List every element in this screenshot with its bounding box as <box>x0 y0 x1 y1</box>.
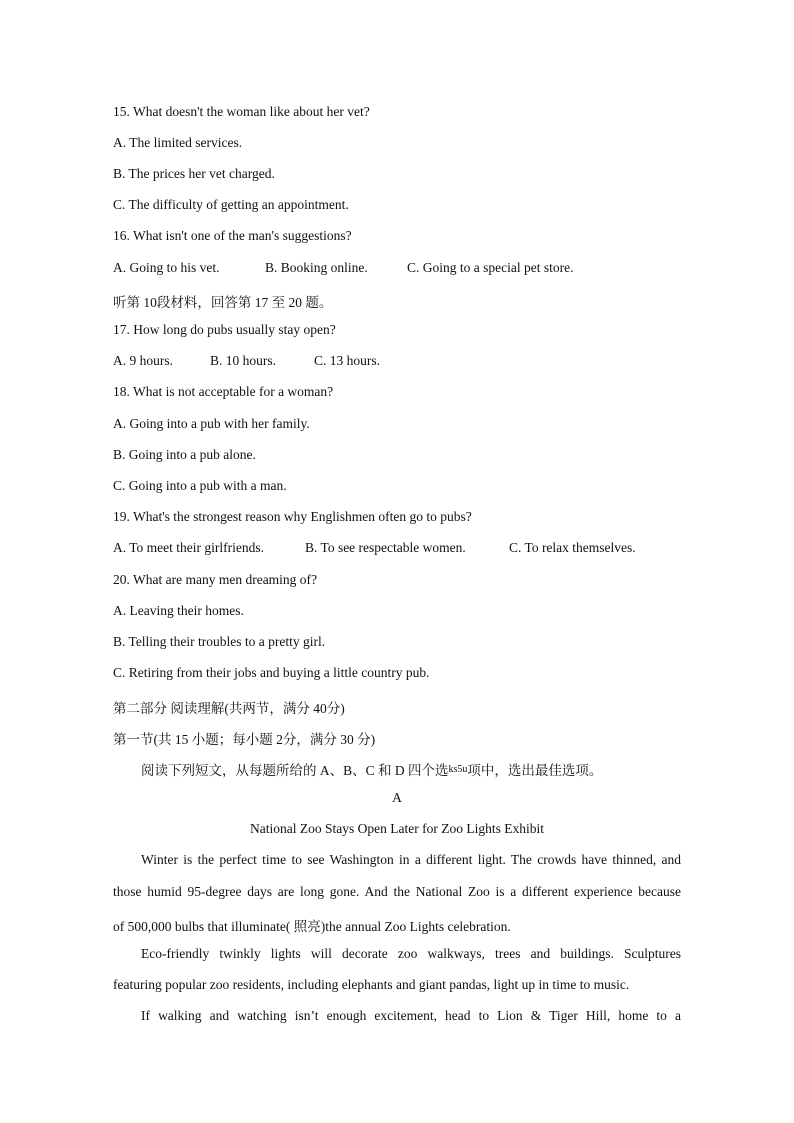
instruction-text-start: 阅读下列短文，从每题所给的 A、B、C 和 D 四个选 <box>141 763 449 778</box>
question-19-option-a: A. To meet their girlfriends. <box>113 540 265 555</box>
paragraph-1-line-2: those humid 95-degree days are long gone. And the National Zoo is a different experience because <box>113 884 681 899</box>
question-15-option-c: C. The difficulty of getting an appointment. <box>113 197 349 212</box>
question-18-option-b: B. Going into a pub alone. <box>113 447 256 462</box>
passage-title: National Zoo Stays Open Later for Zoo Lights Exhibit <box>250 821 544 836</box>
paragraph-1-line-3: of 500,000 bulbs that illuminate( 照亮)the annual Zoo Lights celebration. <box>113 919 511 934</box>
question-15-option-b: B. The prices her vet charged. <box>113 166 275 181</box>
paragraph-2-line-1: Eco-friendly twinkly lights will decorate zoo walkways, trees and buildings. Sculptures <box>141 946 681 961</box>
question-17-options <box>113 353 380 369</box>
question-19-option-b: B. To see respectable women. <box>305 540 466 555</box>
question-17-stem: 17. How long do pubs usually stay open? <box>113 322 336 337</box>
question-19-options <box>113 540 636 556</box>
question-18-option-a: A. Going into a pub with her family. <box>113 416 310 431</box>
passage-letter: A <box>392 790 402 805</box>
section-10-instruction: 听第 10段材料，回答第 17 至 20 题。 <box>113 295 333 310</box>
watermark-mark: ks5u <box>448 764 468 775</box>
question-16-option-b: B. Booking online. <box>265 260 368 275</box>
paragraph-3-line-1: If walking and watching isn’t enough excitement, head to Lion & Tiger Hill, home to a <box>141 1008 681 1023</box>
question-18-option-c: C. Going into a pub with a man. <box>113 478 287 493</box>
question-16-option-c: C. Going to a special pet store. <box>407 260 574 275</box>
question-17-option-a: A. 9 hours. <box>113 353 173 368</box>
question-20-stem: 20. What are many men dreaming of? <box>113 572 318 587</box>
question-20-option-a: A. Leaving their homes. <box>113 603 244 618</box>
question-16-stem: 16. What isn't one of the man's suggestions? <box>113 228 352 243</box>
section-1-heading: 第一节(共 15 小题；每小题 2分，满分 30 分) <box>113 732 376 747</box>
question-19-option-c: C. To relax themselves. <box>509 540 636 555</box>
part-2-heading: 第二部分 阅读理解(共两节，满分 40分) <box>113 701 345 716</box>
question-17-option-c: C. 13 hours. <box>314 353 381 368</box>
paragraph-2-line-2: featuring popular zoo residents, including elephants and giant pandas, light up in time to music. <box>113 977 630 992</box>
question-15-option-a: A. The limited services. <box>113 135 243 150</box>
question-20-option-b: B. Telling their troubles to a pretty girl. <box>113 634 326 649</box>
paragraph-1-line-1: Winter is the perfect time to see Washington in a different light. The crowds have thinned, and <box>141 852 681 867</box>
question-16-option-a: A. Going to his vet. <box>113 260 220 275</box>
reading-instruction <box>141 759 602 779</box>
question-15-stem: 15. What doesn't the woman like about her vet? <box>113 104 370 119</box>
instruction-text-end: 项中，选出最佳选项。 <box>467 763 603 778</box>
question-17-option-b: B. 10 hours. <box>210 353 277 368</box>
question-18-stem: 18. What is not acceptable for a woman? <box>113 384 334 399</box>
question-20-option-c: C. Retiring from their jobs and buying a little country pub. <box>113 665 430 680</box>
question-16-options <box>113 260 573 276</box>
question-19-stem: 19. What's the strongest reason why Englishmen often go to pubs? <box>113 509 472 524</box>
